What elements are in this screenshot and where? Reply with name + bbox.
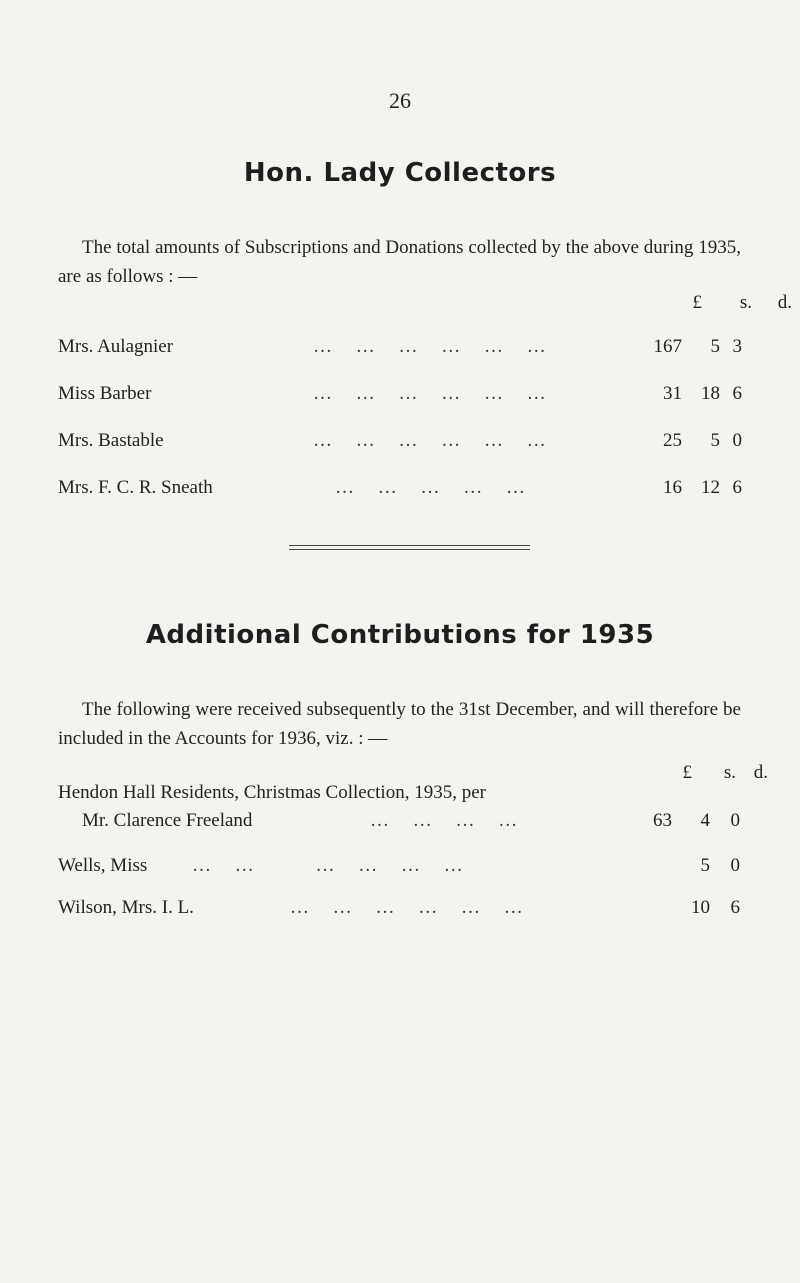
table-row-first-line	[58, 782, 741, 810]
collector-name: Miss Barber	[58, 383, 152, 404]
amount-shillings: 5	[710, 336, 720, 357]
collector-name: Mrs. Bastable	[58, 430, 164, 451]
amount-pence: 6	[732, 383, 742, 404]
shillings-header: s.	[723, 762, 736, 783]
section-title-additional: Additional Contributions for 1935	[145, 620, 655, 650]
contributor-name-line1: Hendon Hall Residents, Christmas Collection, 1935, per	[58, 782, 486, 803]
amount-pence: 0	[730, 810, 740, 831]
amount-pence: 0	[730, 855, 740, 876]
page-number: 26	[389, 88, 411, 113]
amount-pence: 3	[732, 336, 742, 357]
collector-name: Mrs. F. C. R. Sneath	[58, 477, 213, 498]
leader-dots: … … … … … …	[313, 336, 546, 357]
amount-pounds: 31	[663, 383, 682, 404]
table-row	[58, 855, 741, 883]
pounds-header: £	[692, 292, 702, 313]
amount-pence: 0	[732, 430, 742, 451]
table-row	[58, 897, 741, 925]
shillings-header: s.	[739, 292, 752, 313]
amount-shillings: 18	[701, 383, 720, 404]
table-row	[58, 383, 741, 411]
table-row	[58, 477, 741, 505]
currency-header	[58, 292, 792, 320]
amount-shillings: 5	[700, 855, 710, 876]
leader-dots: … … … … … …	[192, 855, 463, 876]
amount-shillings: 4	[700, 810, 710, 831]
leader-dots: … … … … … …	[290, 897, 523, 918]
amount-pence: 6	[730, 897, 740, 918]
collector-name: Mrs. Aulagnier	[58, 336, 174, 357]
table-row	[58, 336, 741, 364]
table-row	[58, 810, 741, 838]
amount-shillings: 12	[701, 477, 720, 498]
amount-pence: 6	[732, 477, 742, 498]
section-title-collectors: Hon. Lady Collectors	[243, 158, 557, 188]
amount-pounds: 16	[663, 477, 682, 498]
contributor-name: Wells, Miss	[58, 855, 148, 876]
pence-header: d.	[753, 762, 768, 783]
amount-pounds: 167	[653, 336, 682, 357]
intro-paragraph: The following were received subsequently to the 31st December, and will therefore be included in the Accounts for 1936, viz. : —	[58, 699, 741, 749]
table-row	[58, 430, 741, 458]
leader-dots: … … … … …	[335, 477, 525, 498]
section-intro-collectors	[58, 233, 741, 291]
amount-pounds: 25	[663, 430, 682, 451]
amount-shillings: 10	[691, 897, 710, 918]
leader-dots: … … … … … …	[313, 383, 546, 404]
pence-header: d.	[777, 292, 792, 313]
amount-shillings: 5	[710, 430, 720, 451]
amount-pounds: 63	[653, 810, 672, 831]
contributor-name: Wilson, Mrs. I. L.	[58, 897, 194, 918]
intro-paragraph: The total amounts of Subscriptions and Donations collected by the above during 1935, are as follows : —	[58, 237, 741, 287]
section-intro-additional	[58, 695, 741, 753]
leader-dots: … … … … … …	[313, 430, 546, 451]
pounds-header: £	[682, 762, 692, 783]
leader-dots: … … … …	[370, 810, 518, 831]
contributor-name: Mr. Clarence Freeland	[82, 810, 253, 831]
